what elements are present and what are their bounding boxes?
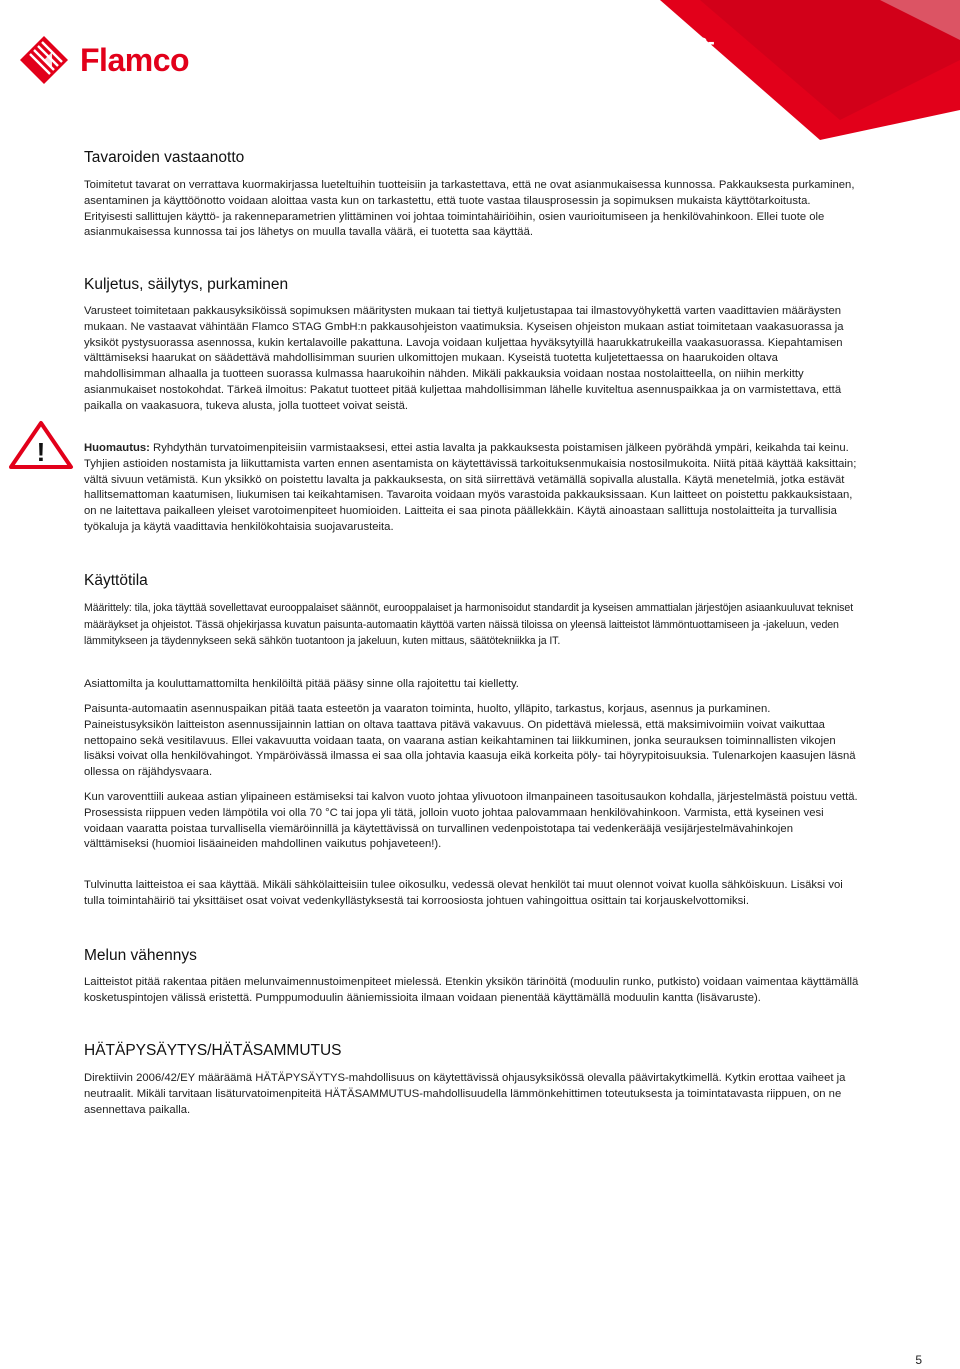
flamco-logo [18,34,189,86]
section-body-transport: Varusteet toimitetaan pakkausyksiköissä sopimuksen määritysten mukaan tai tiettyä kuljetustapaa tai ilmastovyöhykettä varten vaadittavien määräysten mukaan. Ne vastaavat vähintään Flamco STAG GmbH:n pakkausohjeiston vaatimuksia. Kyseisen ohjeiston mukaan astiat toimitetaan vaakasuorassa ja yksiköt pystysuorassa asennossa, kukin kertalavoille pakattuna. Lavoja voidaan kuljettaa hyväksytyillä haarukkatrukeilla vaakasuorassa. Kiepahtamisen välttämiseksi haarukat on säädettävä mahdollisimman suurien ulkomittojen mukaan. Kyseistä tuotetta kuljetettaessa on haarukoiden oltava mahdollisimman alhaalla ja tuotteen suorassa kulmassa haarukoihin nähden. Mikäli pakkauksia voidaan nostaa nostolaitteella, on niihin merkitty asianmukaiset nostokohdat. Tärkeä ilmoitus: Pakatut tuotteet pitää kuljettaa mahdollisimman lähelle kuviteltua asennuspaikkaa ja on varmistettava, että paikalla on vaakasuora, tukeva alusta, jolla tuotteet voivat seistä. [84,305,844,412]
operation-paragraph-4: Kun varoventtiili aukeaa astian ylipaineen estämiseksi tai kalvon vuoto johtaa ylivuotoon ilmanpaineen tasoitusaukon kohdalla, järjestelmästä poistuu vettä. Prosessista riippuen veden lämpötila voi olla 70 °C tai jopa yli tätä, jolloin vuoto johtaa palovammaan henkilövahinkoon. Varmista, että kyseinen vesi voidaan vaaratta poistaa turvallisella viemäröinnillä ja käytettävissä on turvallinen vedenpoistotapa tai vedenkerääjä vesijärjestelmävahinkojen välttämiseksi (huomioi lisäaineiden mahdollinen vaikutus pohjaveteen!). [84,791,858,851]
warning-triangle-icon [8,420,74,470]
flamco-logo-icon [18,34,70,86]
section-body-emergency: Direktiivin 2006/42/EY määräämä HÄTÄPYSÄYTYS-mahdollisuus on käytettävissä ohjausyksikössä olevalla päävirtakytkimellä. Kytkin erottaa vaiheet ja neutraalit. Mikäli tarvitaan lisäturvatoimenpiteitä HÄTÄSAMMUTUS-mahdollisuudella lämmönkehittimen toteutuksesta ja toimintatavasta riippuen, on ne asennettava paikalla. [84,1072,846,1116]
warning-symbol: ! [36,437,46,467]
section-title-transport: Kuljetus, säilytys, purkaminen [84,276,289,293]
operation-definition: Määrittely: tila, joka täyttää sovellettavat eurooppalaiset säännöt, eurooppalaiset ja harmonisoidut standardit ja kyseisen ammattialan järjestöjen asiaankuuluvat tekniset määräykset ja ohjeistot. Tässä ohjekirjassa kuvatun paisunta-automaatin käyttöä varten näissä tiloissa on yleensä laitteistot lämmöntuottamiseen ja -jakeluun, veden lämmitykseen ja täydennykseen sekä sähkön tuotantoon ja jakeluun, kuten mittaus, säätötekniikka ja IT. [84,602,854,648]
operation-paragraph-5: Tulvinutta laitteistoa ei saa käyttää. Mikäli sähkölaitteisiin tulee oikosulku, vedessä olevat henkilöt tai muut olennot voivat kuolla sähköiskuun. Lisäksi voi tulla toimintahäiriö tai yksittäiset osat voivat vedenkyllästyksestä tai korroosiosta johtuen vahingoittua osittain tai korjauskelvottomiksi. [84,879,843,907]
document-title [495,32,715,76]
page-header [0,0,960,140]
section-title-noise: Melun vähennys [84,947,197,964]
doc-title-part2: Asennus- [613,31,715,54]
section-title-operation: Käyttötila [84,572,148,589]
operation-paragraph-3: Paisunta-automaatin asennuspaikan pitää taata esteetön ja vaaraton toiminta, huolto, ylläpito, tarkastus, korjaus, asennus ja purkaminen. Paineistusyksikön laitteiston asennussijainnin lattian on oltava taattava pitävä vakavuus. On pidettävä mielessä, että maksimivoimiin voivat vaikuttaa nettopaino sekä vesitilavuus. Ellei vakavuutta voidaan taata, on vaarana astian keikahtaminen tai liikkuminen, jonka seurauksen toiminnallisten vikojen lisäksi voivat olla henkilövahingot. Ympäröivässä ilmassa ei saa olla johtavia kaasuja eikä korkeita pöly- tai höyrypitoisuuksia. Tulenarkojen kaasujen läsnä ollessa on räjähdysvaara. [84,703,856,779]
transport-note [84,441,860,536]
section-body-noise: Laitteistot pitää rakentaa pitäen melunvaimennustoimenpiteet mielessä. Etenkin yksikön tärinöitä (moduulin runko, putkisto) voidaan vaimentaa käyttämällä kosketuspintojen välissä eristettä. Pumppumoduulin ääniemissioita ilmaan voidaan pienentää käyttämällä moduulin kantta (lisävaruste). [84,976,859,1004]
doc-title-line2: ja käyttöohjekirja [495,53,667,76]
section-title-receipt: Tavaroiden vastaanotto [84,149,245,166]
flamco-logo-text: Flamco [80,41,190,78]
page-number: 5 [915,1353,922,1367]
doc-title-part1: Flamcomat [495,31,606,54]
note-label: Huomautus: [84,442,150,454]
operation-paragraph-2: Asiattomilta ja kouluttamattomilta henkilöiltä pitää pääsy sinne olla rajoitettu tai kielletty. [84,678,519,690]
section-body-receipt: Toimitetut tavarat on verrattava kuormakirjassa lueteltuihin tuotteisiin ja tarkastettava, että ne ovat asianmukaisessa kunnossa. Pakkauksesta purkaminen, asentaminen ja käyttöönotto voidaan aloittaa vasta kun on tarkastettu, että tuote vastaa tilausprosessin ja sopimuksen mukaista käyttötarkoitusta. Erityisesti sallittujen käyttö- ja rakenneparametrien ylittäminen voi johtaa toimintahäiriöihin, osien vaurioitumiseen ja henkilövahinkoon. Ellei tuote ole asianmukaisessa kunnossa tai jos lähetys on muulla tavalla väärä, ei tuotetta saa käyttää. [84,179,855,239]
section-title-emergency: HÄTÄPYSÄYTYS/HÄTÄSAMMUTUS [84,1042,342,1059]
doc-title-registered: ® [605,35,614,47]
note-body: Ryhdythän turvatoimenpiteisiin varmistaaksesi, ettei astia lavalta ja pakkauksesta poistamisen jälkeen pyörähdä ympäri, keikahda tai keinu. Tyhjien astioiden nostamista ja liikuttamista varten ennen asentamista on käytettävissä tarkoituksenmukaisia nostosilmukoita. Niitä pitää käyttää kaksittain; vältä sivuun vetämistä. Kun yksikkö on poistettu lavalta ja pakkauksesta, on sitä siirrettävä vetämällä sopivalla alustalla. Käytä menetelmiä, jotka estävät hallitsemattoman kaatumisen, liukumisen tai keikahtamisen. Tavaroita voidaan myös varastoida pakkauksissaan. Kun laitteet on poistettu pakkauksistaan, on ne laitettava paikalleen yleiset varotoimenpiteet huomioiden. Laitteita ei saa pinota päällekkäin. Käytä ainoastaan sallittuja nostolaitteita ja turvallisia työkaluja ja käytä vaadittavia henkilökohtaisia suojavarusteita. [84,442,857,533]
